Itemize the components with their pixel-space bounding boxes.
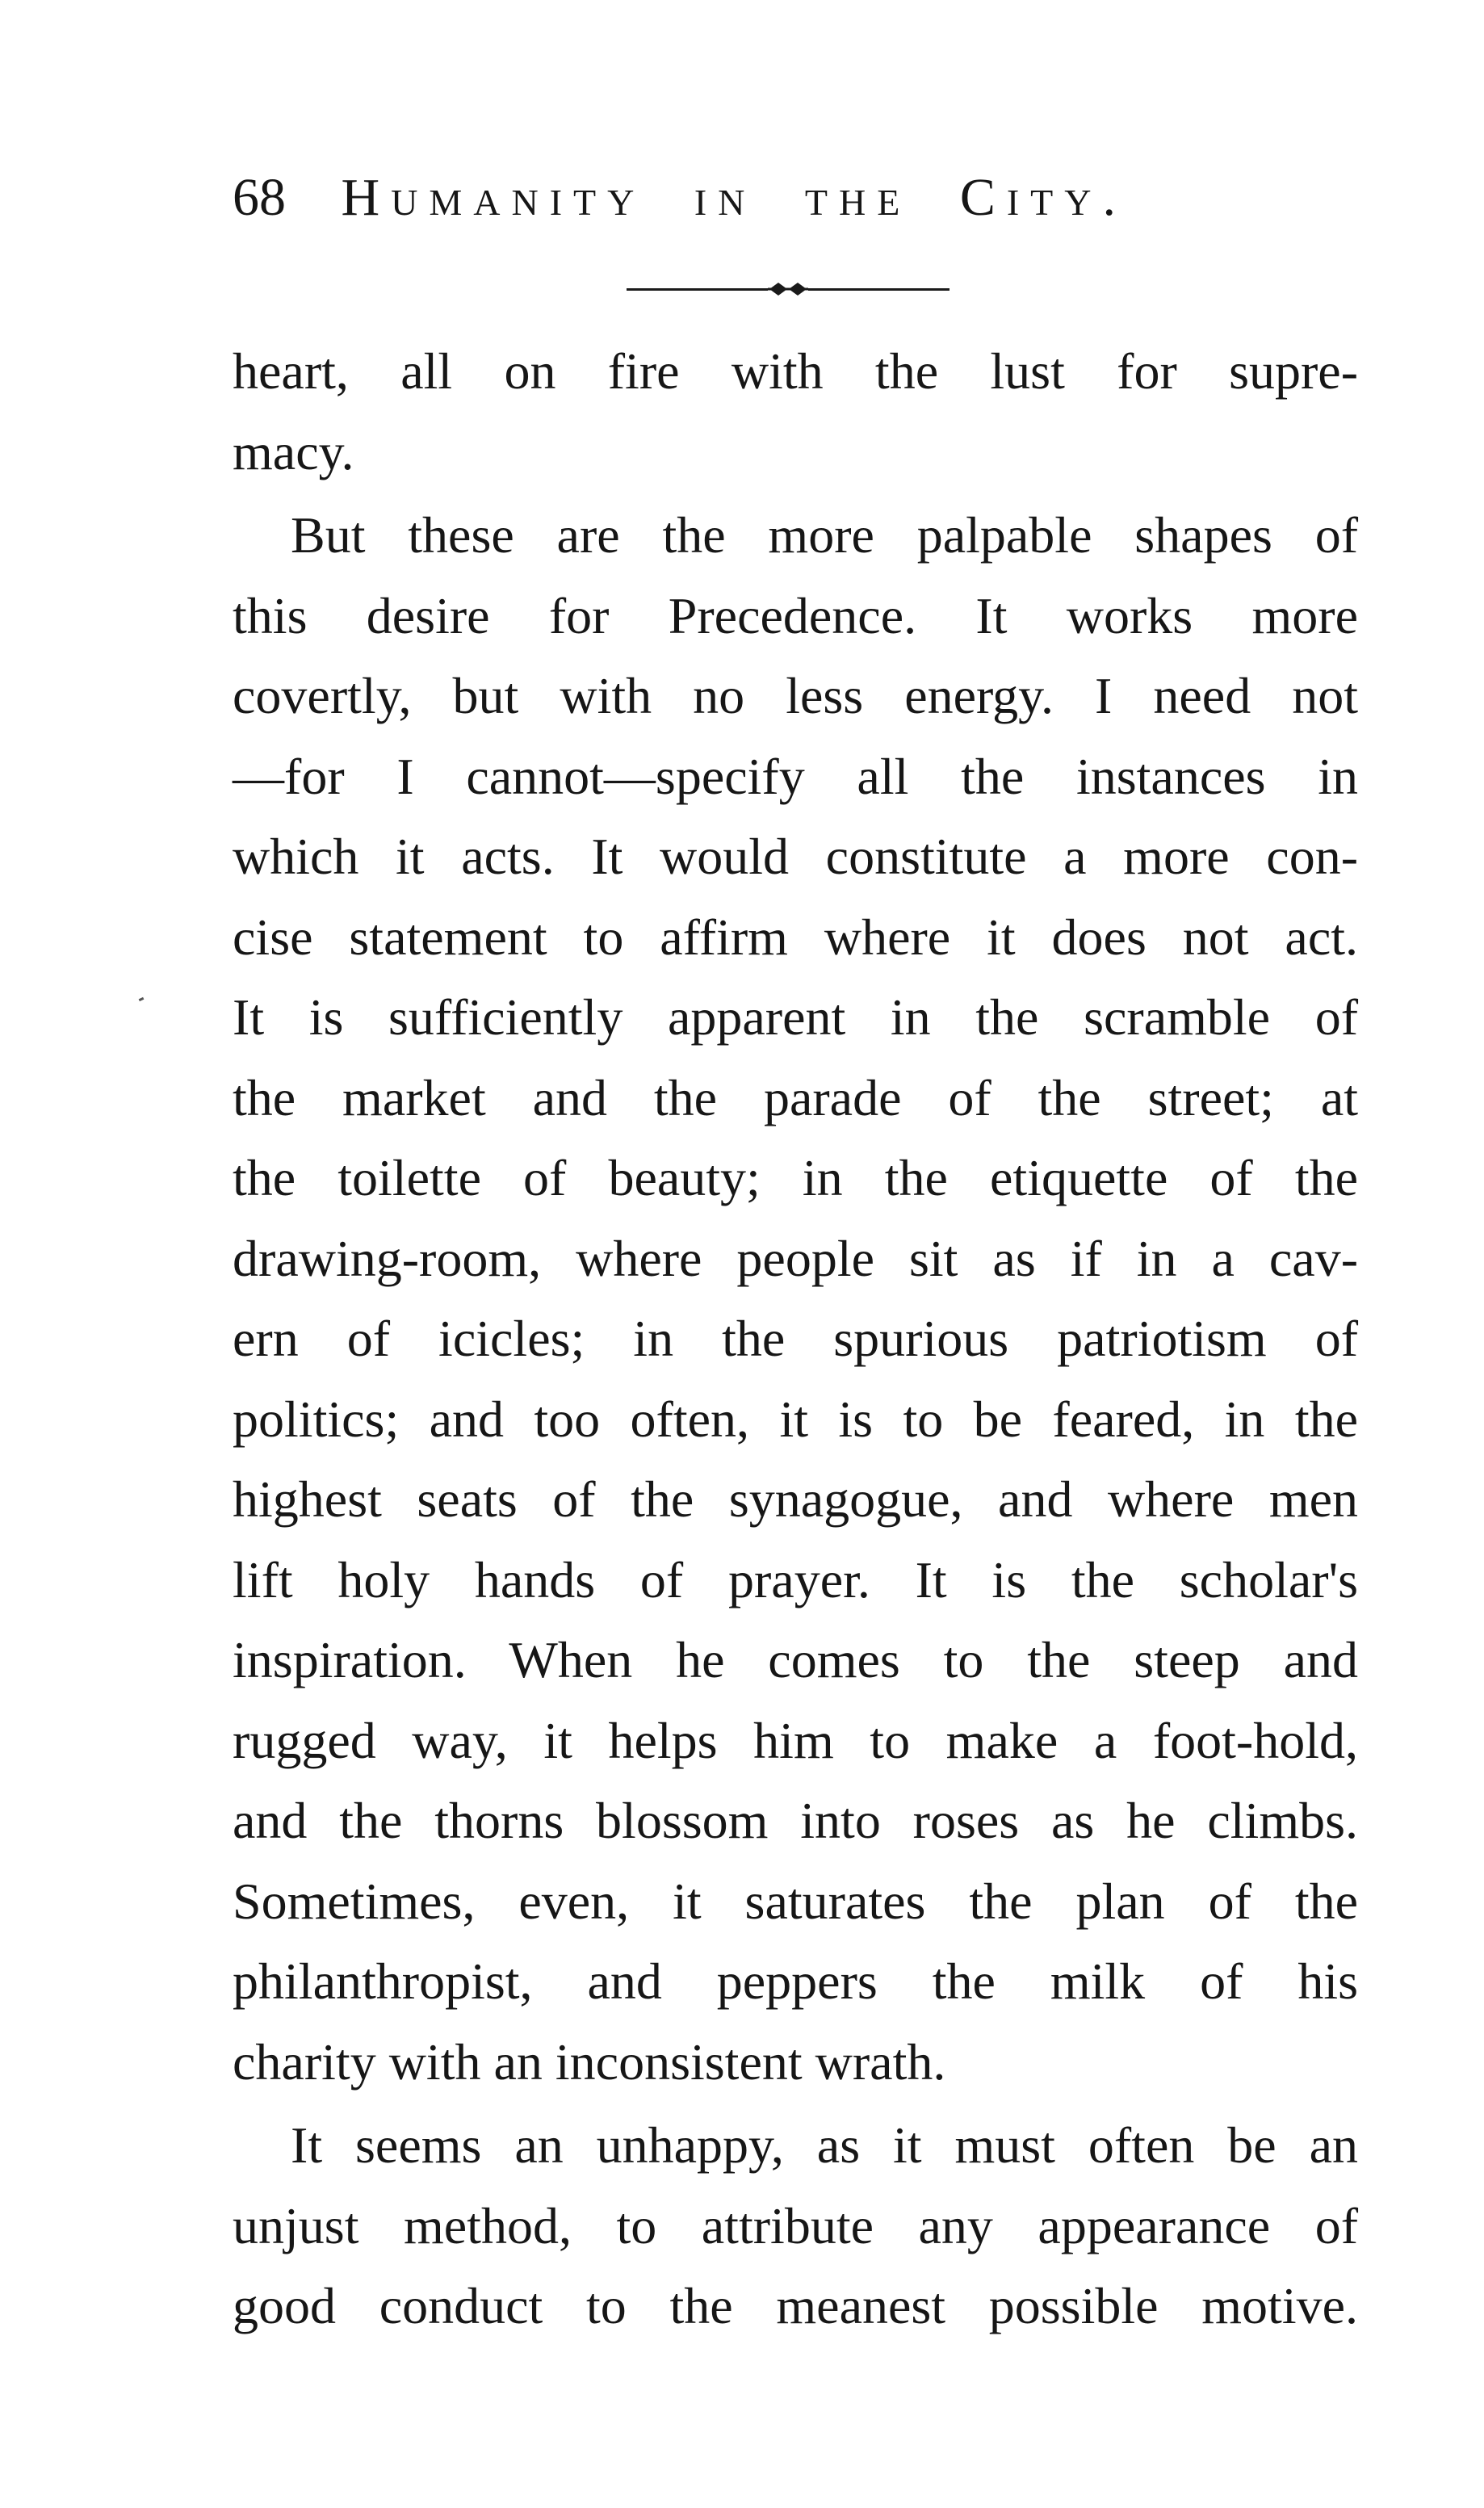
header-ornament-rule xyxy=(627,278,950,300)
text-line: which it acts. It would constitute a more con- xyxy=(233,828,1358,885)
ornament-line-left xyxy=(627,288,768,291)
paragraph-3 xyxy=(233,2105,1358,2347)
text-line: Sometimes, even, it saturates the plan of the xyxy=(233,1872,1358,1930)
text-line: ern of icicles; in the spurious patriotism of xyxy=(233,1310,1358,1367)
text-line: It is sufficiently apparent in the scramble of xyxy=(233,988,1358,1046)
paragraph-2 xyxy=(233,495,1358,2102)
text-line: heart, all on fire with the lust for supre- xyxy=(233,342,1358,400)
text-line: highest seats of the synagogue, and where men xyxy=(233,1470,1358,1528)
text-line: the market and the parade of the street; at xyxy=(233,1068,1358,1126)
ornament-line-right xyxy=(808,288,950,291)
text-line: philanthropist, and peppers the milk of his xyxy=(233,1952,1358,2010)
text-line: covertly, but with no less energy. I need not xyxy=(233,667,1358,724)
paragraph-1 xyxy=(233,331,1358,492)
text-line: lift holy hands of prayer. It is the scholar's xyxy=(233,1550,1358,1608)
text-line: It seems an unhappy, as it must often be an xyxy=(291,2116,1358,2174)
text-line: good conduct to the meanest possible motive. xyxy=(233,2277,1358,2334)
text-line: this desire for Precedence. It works more xyxy=(233,586,1358,644)
text-line: unjust method, to attribute any appearance of xyxy=(233,2196,1358,2254)
text-line: inspiration. When he comes to the steep and xyxy=(233,1631,1358,1688)
text-line: —for I cannot—specify all the instances in xyxy=(233,747,1358,805)
ornament-diamond-icon xyxy=(768,278,808,300)
text-line: and the thorns blossom into roses as he climbs. xyxy=(233,1792,1358,1849)
page-number: 68 xyxy=(233,168,286,227)
text-line: macy. xyxy=(233,422,354,480)
text-line: But these are the more palpable shapes of xyxy=(291,506,1358,564)
running-header xyxy=(233,161,1282,234)
text-line: rugged way, it helps him to make a foot-hold, xyxy=(233,1711,1358,1769)
running-title: Humanity in the City. xyxy=(341,168,1127,227)
text-line: politics; and too often, it is to be feared, in the xyxy=(233,1390,1358,1448)
text-line: cise statement to affirm where it does not act. xyxy=(233,908,1358,966)
text-line: charity with an inconsistent wrath. xyxy=(233,2032,946,2091)
body-text xyxy=(233,331,1358,2347)
text-line: drawing-room, where people sit as if in a cav- xyxy=(233,1229,1358,1287)
text-line: the toilette of beauty; in the etiquette of the xyxy=(233,1149,1358,1206)
margin-speck xyxy=(139,997,145,1001)
